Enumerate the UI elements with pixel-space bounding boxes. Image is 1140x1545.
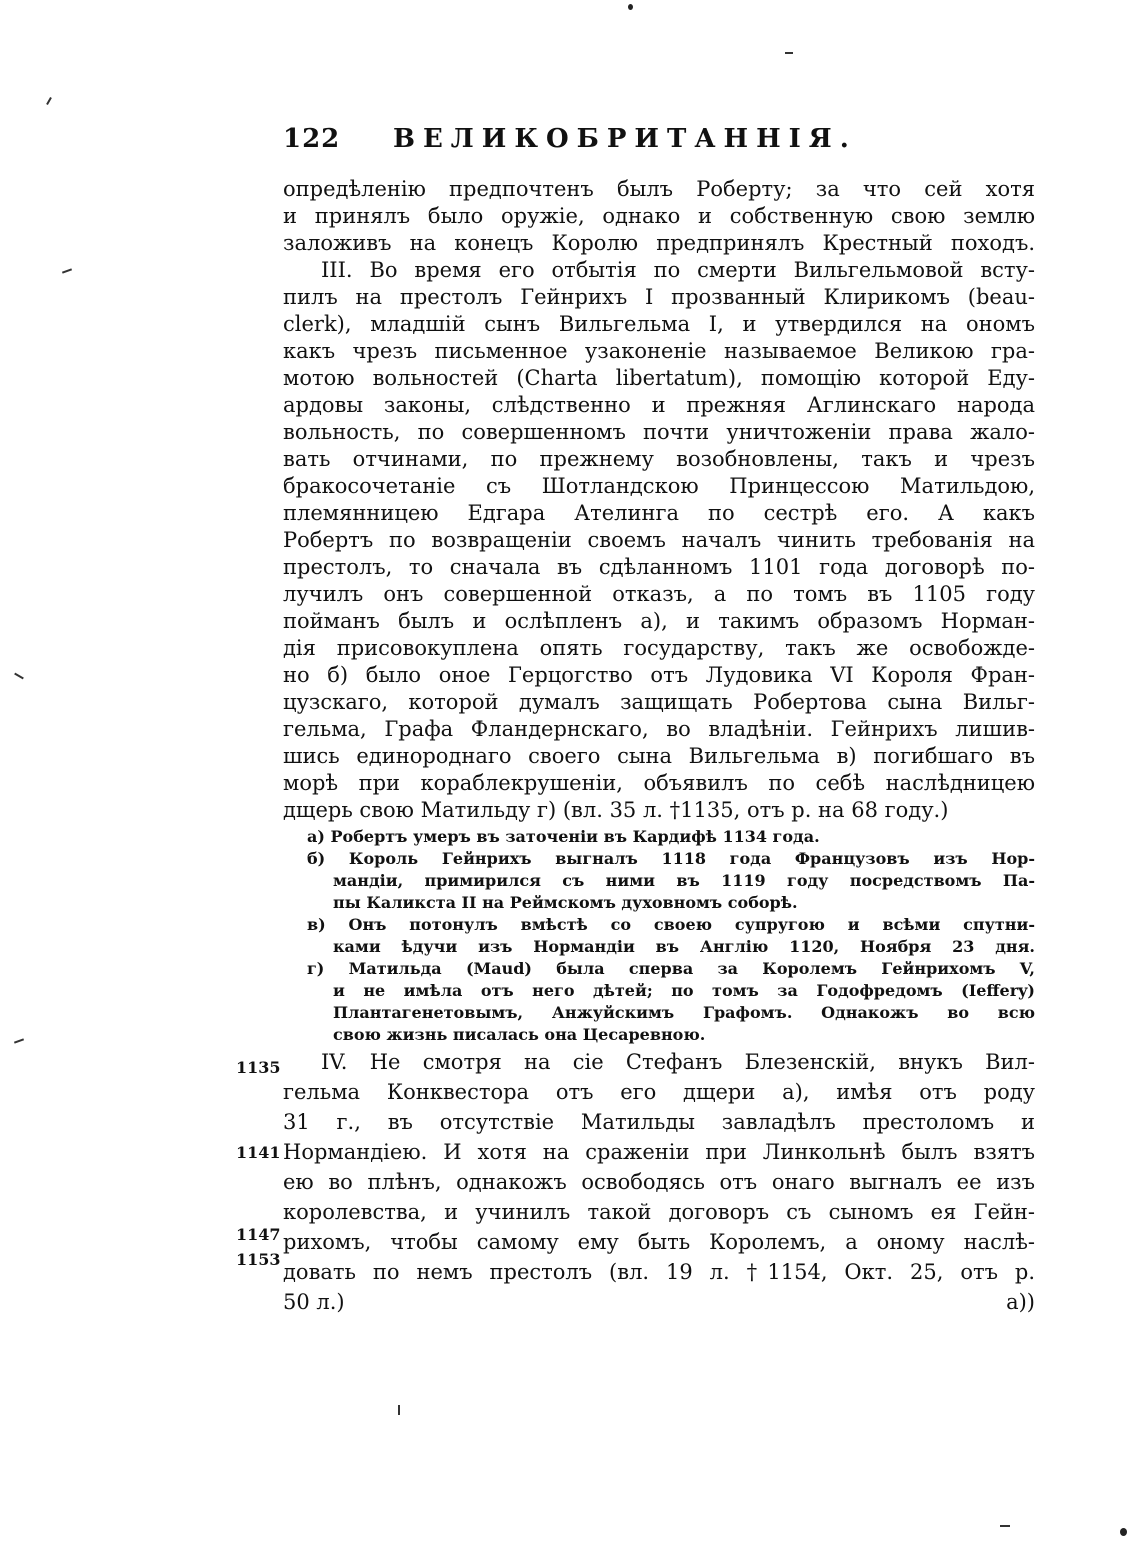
footnote-b-line: мандіи, примирился съ ними въ 1119 году посредствомъ Па- bbox=[333, 871, 1035, 890]
text-line: заложивъ на конецъ Королю предпринялъ Крестный походъ. bbox=[283, 231, 1035, 255]
text-line: Робертъ по возвращеніи своемъ началъ чинить требованія на bbox=[283, 528, 1035, 552]
text-line: престолъ, то сначала въ сдѣланномъ 1101 года договорѣ по- bbox=[283, 555, 1035, 579]
footnote-g: г) Матильда (Maud) была сперва за Королемъ Гейнрихомъ V, bbox=[307, 959, 1035, 978]
text-line: цузскаго, которой думалъ защищать Робертова сына Вильг- bbox=[283, 690, 1035, 714]
text-line: 31 г., въ отсутствіе Матильды завладѣлъ престоломъ и bbox=[283, 1110, 1035, 1134]
text-line: Нормандіею. И хотя на сраженіи при Линкольнѣ былъ взятъ bbox=[283, 1140, 1035, 1164]
text-line: бракосочетаніе съ Шотландскою Принцессою Матильдою, bbox=[283, 474, 1035, 498]
scan-speck bbox=[1000, 1525, 1010, 1527]
scan-speck bbox=[62, 268, 72, 273]
text-line: шись единороднаго своего сына Вильгельма в) погибшаго въ bbox=[283, 744, 1035, 768]
footnote-a: а) Робертъ умеръ въ заточеніи въ Кардифѣ 1134 года. bbox=[307, 827, 820, 846]
text-line: гельма Конквестора отъ его дщери а), имѣя отъ роду bbox=[283, 1080, 1035, 1104]
text-line: вать отчинами, по прежнему возобновлены, такъ и чрезъ bbox=[283, 447, 1035, 471]
text-line: и принялъ было оружіе, однако и собственную свою землю bbox=[283, 204, 1035, 228]
text-line: лучилъ онъ совершенной отказъ, а по томъ въ 1105 году bbox=[283, 582, 1035, 606]
scan-speck bbox=[398, 1405, 400, 1415]
text-line: ардовы законы, слѣдственно и прежняя Аглинскаго народа bbox=[283, 393, 1035, 417]
text-line: какъ чрезъ письменное узаконеніе называемое Великою гра- bbox=[283, 339, 1035, 363]
margin-year: 1147 bbox=[236, 1225, 281, 1244]
page-number: 122 bbox=[283, 124, 341, 154]
text-line: дщерь свою Матильду г) (вл. 35 л. †1135, отъ р. на 68 году.) bbox=[283, 798, 949, 822]
footnote-ref: а)) bbox=[1006, 1290, 1035, 1314]
page-header bbox=[283, 124, 1040, 164]
margin-year: 1135 bbox=[236, 1058, 281, 1077]
text-line: королевства, и учинилъ такой договоръ съ сыномъ ея Гейн- bbox=[283, 1200, 1035, 1224]
scan-speck bbox=[1120, 1528, 1127, 1536]
footnote-v-line: ками ѣдучи изъ Нормандіи въ Англію 1120, Ноября 23 дня. bbox=[333, 937, 1035, 956]
text-line bbox=[283, 1287, 1035, 1317]
text-line: гельма, Графа Фландернскаго, во владѣніи. Гейнрихъ лишив- bbox=[283, 717, 1035, 741]
text-line: мотою вольностей (Charta libertatum), помощію которой Еду- bbox=[283, 366, 1035, 390]
footnotes bbox=[283, 826, 1035, 1046]
footnote-v: в) Онъ потонулъ вмѣстѣ со своею супругою и всѣми спутни- bbox=[307, 915, 1035, 934]
scan-speck bbox=[46, 97, 52, 105]
text-line: морѣ при кораблекрушеніи, объявилъ по себѣ наслѣдницею bbox=[283, 771, 1035, 795]
footnote-g-line: Плантагенетовымъ, Анжуйскимъ Графомъ. Однакожъ во всю bbox=[333, 1003, 1035, 1022]
text-line: рихомъ, чтобы самому ему быть Королемъ, а оному наслѣ- bbox=[283, 1230, 1035, 1254]
margin-year: 1141 bbox=[236, 1143, 281, 1162]
text-line: IV. Не смотря на сіе Стефанъ Блезенскій, внукъ Вил- bbox=[321, 1050, 1035, 1074]
scan-speck bbox=[628, 4, 633, 10]
scan-speck bbox=[14, 1038, 24, 1043]
running-title: ВЕЛИКОБРИТАННІЯ. bbox=[393, 124, 857, 154]
text-line: вольность, по совершенномъ почти уничтоженіи права жало- bbox=[283, 420, 1035, 444]
text-line: но б) было оное Герцогство отъ Лудовика VI Короля Фран- bbox=[283, 663, 1035, 687]
footnote-g-line: свою жизнь писалась она Цесаревною. bbox=[333, 1025, 706, 1044]
text-line: дія присовокуплена опять государству, такъ же освобожде- bbox=[283, 636, 1035, 660]
scan-speck bbox=[14, 673, 24, 680]
margin-year: 1153 bbox=[236, 1250, 281, 1269]
text-line: опредѣленію предпочтенъ былъ Роберту; за что сей хотя bbox=[283, 177, 1035, 201]
footnote-b: б) Король Гейнрихъ выгналъ 1118 года Французовъ изъ Нор- bbox=[307, 849, 1035, 868]
text-line: clerk), младшій сынъ Вильгельма I, и утвердился на ономъ bbox=[283, 312, 1035, 336]
text-line: пойманъ былъ и ослѣпленъ а), и такимъ образомъ Норман- bbox=[283, 609, 1035, 633]
text-line: довать по немъ престолъ (вл. 19 л. †1154, Окт. 25, отъ р. bbox=[283, 1260, 1035, 1284]
paragraph-iv bbox=[283, 1047, 1035, 1317]
scan-speck bbox=[785, 52, 793, 54]
text-line: пилъ на престолъ Гейнрихъ I прозванный Клирикомъ (beau- bbox=[283, 285, 1035, 309]
text-line: ею во плѣнъ, однакожъ освободясь отъ онаго выгналъ ее изъ bbox=[283, 1170, 1035, 1194]
footnote-b-line: пы Каликста II на Реймскомъ духовномъ соборѣ. bbox=[333, 893, 798, 912]
footnote-g-line: и не имѣла отъ него дѣтей; по томъ за Годофредомъ (Ieffery) bbox=[333, 981, 1035, 1000]
text-line-end: 50 л.) bbox=[283, 1290, 345, 1314]
text-line: III. Во время его отбытія по смерти Вильгельмовой всту- bbox=[321, 258, 1035, 282]
main-text bbox=[283, 176, 1035, 1046]
text-line: племянницею Едгара Ателинга по сестрѣ его. А какъ bbox=[283, 501, 1035, 525]
